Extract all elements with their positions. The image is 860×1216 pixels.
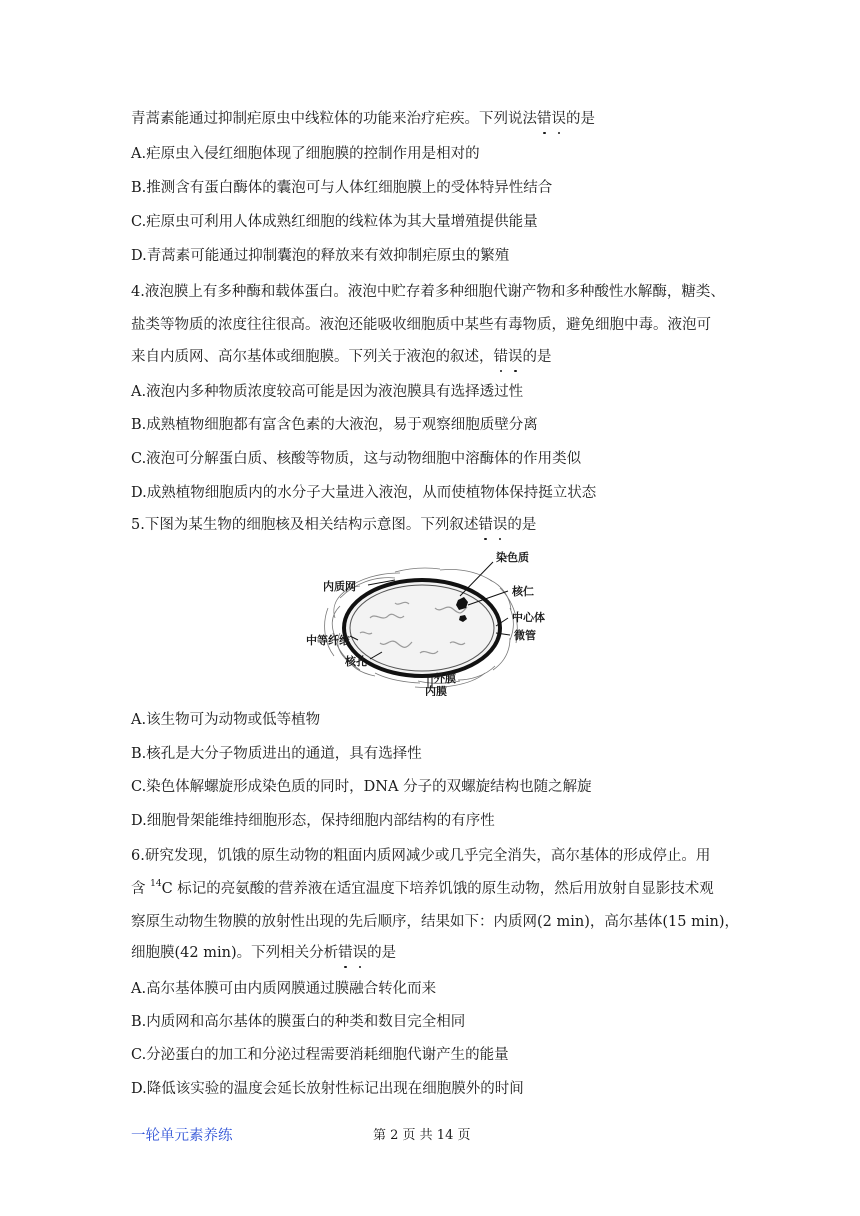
q6-stem-line3: 察原生动物生物膜的放射性出现的先后顺序，结果如下：内质网(2 min)，高尔基体(15 min)， bbox=[131, 914, 739, 930]
q6-stem-text: 细胞膜(42 min)。下列相关分析 bbox=[131, 945, 339, 961]
q5-stem-end: 的是 bbox=[507, 517, 537, 533]
q4-option-b: B.成熟植物细胞都有富含色素的大液泡，易于观察细胞质壁分离 bbox=[131, 417, 538, 433]
q4-stem-line3 bbox=[131, 347, 552, 367]
label-nucleolus: 核仁 bbox=[512, 585, 534, 598]
isotope-superscript: 14 bbox=[150, 879, 162, 889]
q6-option-b: B.内质网和高尔基体的膜蛋白的种类和数目完全相同 bbox=[131, 1014, 466, 1030]
emphasis-char: 错 bbox=[478, 517, 493, 533]
label-er: 内质网 bbox=[323, 580, 356, 593]
q4-stem-text: 来自内质网、高尔基体或细胞膜。下列关于液泡的叙述， bbox=[131, 349, 494, 365]
emphasis-char: 误 bbox=[352, 945, 368, 961]
emphasis-char: 错 bbox=[537, 111, 552, 127]
emphasis-char: 误 bbox=[508, 349, 523, 365]
nucleus-diagram bbox=[300, 548, 562, 696]
q4-option-c: C.液泡可分解蛋白质、核酸等物质，这与动物细胞中溶酶体的作用类似 bbox=[131, 451, 582, 467]
label-inner-membrane: 内膜 bbox=[425, 685, 447, 696]
emphasis-char: 误 bbox=[492, 517, 508, 533]
q5-stem bbox=[131, 515, 536, 535]
label-microtubule: 微管 bbox=[514, 629, 536, 642]
q6-stem-line1: 6.研究发现，饥饿的原生动物的粗面内质网减少或几乎完全消失，高尔基体的形成停止。用 bbox=[131, 848, 711, 864]
q3-option-c: C.疟原虫可利用人体成熟红细胞的线粒体为其大量增殖提供能量 bbox=[131, 214, 538, 230]
q4-option-a: A.液泡内多种物质浓度较高可能是因为液泡膜具有选择透过性 bbox=[131, 384, 524, 400]
label-chromatin: 染色质 bbox=[496, 551, 529, 564]
q4-stem-end: 的是 bbox=[522, 349, 552, 365]
emphasis-char: 错 bbox=[493, 349, 508, 365]
label-centrosome: 中心体 bbox=[512, 611, 545, 624]
footer-series-link[interactable]: 一轮单元素养练 bbox=[131, 1128, 233, 1144]
q6-stem-end: 的是 bbox=[367, 945, 397, 961]
q3-option-a: A.疟原虫入侵红细胞体现了细胞膜的控制作用是相对的 bbox=[131, 146, 480, 162]
q5-option-b: B.核孔是大分子物质进出的通道，具有选择性 bbox=[131, 746, 422, 762]
q6-stem-line4 bbox=[131, 943, 396, 963]
label-nuclear-pore: 核孔 bbox=[345, 655, 367, 668]
page-number: 第 2 页 共 14 页 bbox=[373, 1128, 471, 1143]
q6-option-c: C.分泌蛋白的加工和分泌过程需要消耗细胞代谢产生的能量 bbox=[131, 1047, 509, 1063]
q3-option-d: D.青蒿素可能通过抑制囊泡的释放来有效抑制疟原虫的繁殖 bbox=[131, 248, 510, 264]
q5-option-a: A.该生物可为动物或低等植物 bbox=[131, 712, 321, 728]
q4-option-d: D.成熟植物细胞质内的水分子大量进入液泡，从而使植物体保持挺立状态 bbox=[131, 485, 597, 501]
q6-stem-line2 bbox=[131, 879, 714, 899]
q3-stem-text: 青蒿素能通过抑制疟原虫中线粒体的功能来治疗疟疾。下列说法 bbox=[131, 111, 537, 127]
nuclear-envelope bbox=[344, 580, 500, 676]
q3-option-b: B.推测含有蛋白酶体的囊泡可与人体红细胞膜上的受体特异性结合 bbox=[131, 180, 553, 196]
q4-stem-line1: 4.液泡膜上有多种酶和载体蛋白。液泡中贮存着多种细胞代谢产物和多种酸性水解酶，糖类、 bbox=[131, 284, 725, 300]
q6-line2-pre: 含 bbox=[131, 881, 151, 897]
q6-option-d: D.降低该实验的温度会延长放射性标记出现在细胞膜外的时间 bbox=[131, 1081, 524, 1097]
q3-stem bbox=[131, 109, 595, 129]
q6-line2-rest: C 标记的亮氨酸的营养液在适宜温度下培养饥饿的原生动物，然后用放射自显影技术观 bbox=[161, 881, 714, 897]
label-outer-membrane: 外膜 bbox=[434, 672, 456, 685]
emphasis-char: 错 bbox=[338, 945, 353, 961]
q5-option-c: C.染色体解螺旋形成染色质的同时，DNA 分子的双螺旋结构也随之解旋 bbox=[131, 779, 592, 795]
q3-stem-end: 的是 bbox=[566, 111, 595, 127]
q4-stem-line2: 盐类等物质的浓度往往很高。液泡还能吸收细胞质中某些有毒物质，避免细胞中毒。液泡可 bbox=[131, 317, 711, 333]
q6-option-a: A.高尔基体膜可由内质网膜通过膜融合转化而来 bbox=[131, 981, 437, 997]
q5-stem-text: 5.下图为某生物的细胞核及相关结构示意图。下列叙述 bbox=[131, 517, 479, 533]
emphasis-char: 误 bbox=[551, 111, 566, 127]
label-intermediate-filament: 中等纤维 bbox=[306, 634, 350, 647]
q5-option-d: D.细胞骨架能维持细胞形态，保持细胞内部结构的有序性 bbox=[131, 813, 495, 829]
